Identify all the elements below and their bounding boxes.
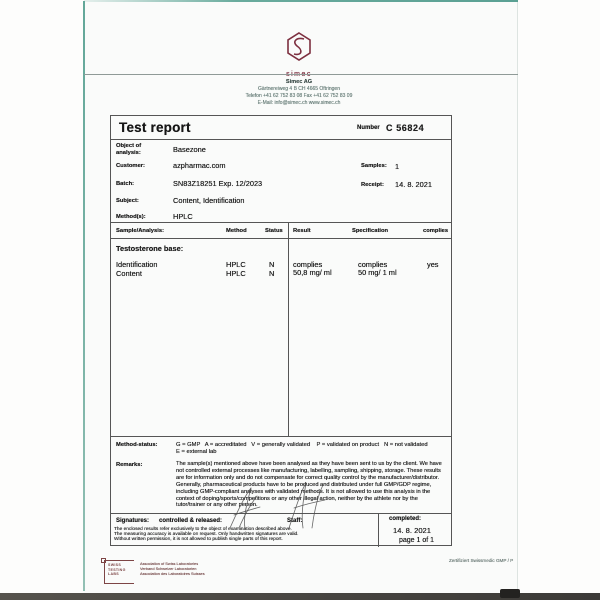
labs-logo-line: SWISS (108, 563, 122, 567)
row1-status: N (269, 260, 275, 269)
report-number-value: C 56824 (386, 123, 425, 133)
field-value-methods: HPLC (173, 212, 193, 221)
scan-edge-top (84, 0, 518, 2)
field-label-batch: Batch: (116, 181, 135, 187)
method-status-legend-1: G = GMP A = accreditated V = generally validated P = validated on product N = not validated (176, 442, 428, 448)
row2-analysis: Content (116, 269, 142, 278)
report-title: Test report (119, 120, 191, 135)
field-value-customer: azpharmac.com (173, 161, 226, 170)
company-phone: Telefon +41 62 752 83 08 Fax +41 62 752 83 09 (245, 93, 353, 99)
signature-staff (285, 481, 329, 530)
row1-complies: yes (427, 260, 439, 269)
labs-logo-line: LABS (108, 572, 119, 577)
col-header-status: Status (265, 228, 283, 234)
company-street: Gärtnereiweg 4 B CH 4665 Oftringen (258, 86, 340, 92)
results-table (110, 222, 452, 437)
scan-edge-left (83, 1, 85, 591)
row2-result: 50,8 mg/ ml (293, 268, 332, 277)
col-header-sample: Sample/Analysis: (116, 228, 165, 234)
field-label-methods: Method(s): (116, 214, 146, 220)
fine-print-3: Without written permission, it is not allowed to publish single parts of this report. (114, 537, 283, 542)
scan-edge-right (517, 2, 518, 591)
simec-logo (283, 32, 315, 78)
report-info-box (110, 139, 452, 223)
swiss-testing-labs-logo (104, 560, 134, 584)
completed-label: completed: (389, 516, 422, 522)
row1-specification: complies (358, 260, 388, 269)
scan-artifact (500, 589, 520, 598)
col-header-result: Result (293, 228, 311, 234)
association-line: Association of Swiss Laboratories (140, 561, 199, 566)
field-value-subject: Content, Identification (173, 196, 245, 205)
controlled-released-label: controlled & released: (159, 518, 223, 524)
row1-method: HPLC (226, 260, 246, 269)
certification-note: Zertifiziert Swissmedic GMP / P (449, 558, 514, 563)
signatures-divider (111, 513, 451, 514)
page-indicator: page 1 of 1 (399, 537, 435, 544)
report-number-label: Number (357, 125, 380, 131)
footer-sections-box (110, 436, 452, 546)
report-header-box (110, 115, 452, 140)
letterhead-rule (84, 74, 518, 75)
field-label-subject: Subject: (116, 198, 139, 204)
remarks-label: Remarks: (116, 462, 143, 468)
table-column-divider (288, 223, 289, 436)
col-header-complies: complies (423, 228, 449, 234)
method-status-legend-2: E = external lab (176, 449, 217, 455)
field-value-batch: SN83Z18251 Exp. 12/2023 (173, 179, 263, 188)
company-email: E-Mail: info@simec.ch www.simec.ch (257, 100, 341, 106)
field-label-customer: Customer: (116, 163, 145, 169)
staff-label: Staff: (287, 518, 303, 524)
method-status-label: Method-status: (116, 442, 158, 448)
signature-controlled-released (227, 486, 275, 530)
field-label-object: Object of analysis: (116, 143, 142, 156)
table-header-row (111, 223, 451, 239)
col-header-method: Method (226, 228, 247, 234)
signatures-label: Signatures: (116, 518, 150, 524)
field-value-samples: 1 (395, 162, 400, 171)
row1-analysis: Identification (116, 260, 158, 269)
association-line: Verband Schweizer Laboratorien (140, 565, 197, 571)
field-label-samples: Samples: (361, 163, 387, 169)
row1-result: complies (293, 260, 323, 269)
row2-status: N (269, 269, 275, 278)
labs-logo-line: TESTING (108, 567, 126, 572)
swiss-cross-icon (101, 558, 106, 563)
completed-column-divider (378, 513, 379, 547)
field-label-receipt: Receipt: (361, 182, 384, 188)
association-line: Association des Laboratoires Suisses (140, 570, 205, 576)
company-name: Simec AG (285, 79, 313, 85)
company-address-block (179, 79, 419, 107)
fine-print-1: The enclosed results refer exclusively to the object of examination described above. (114, 527, 292, 532)
completed-date: 14. 8. 2021 (393, 526, 432, 535)
field-value-receipt: 14. 8. 2021 (395, 180, 432, 189)
table-group-title: Testosterone base: (116, 244, 184, 253)
fine-print-2: The measuring accuracy is available on request. Only handwritten signatures are valid. (114, 532, 299, 537)
associations-text (140, 562, 205, 576)
field-value-object: Basezone (173, 145, 206, 154)
simec-hexagon-s-icon (284, 32, 314, 65)
row2-specification: 50 mg/ 1 ml (358, 268, 397, 277)
row2-method: HPLC (226, 269, 246, 278)
col-header-specification: Specification (352, 228, 389, 234)
remarks-text: The sample(s) mentioned above have been analysed as they have been sent to us by the client. We have not controlled external processes like manufacturing, labelling, sampling, shipping, storage. These results are for information only and do not compensate for correct quality control by the manufacturer/distributor. Generally, pharmaceutical products have to be produced and distributed under full GMP/GDP regime, including GMP-compliant analyses with validated methods. It is not allowed to use this analysis in the context of doping/sports/competitions or any other illegal action, neither by the athlete nor by the tutor/trainer or any other person. (176, 461, 442, 509)
